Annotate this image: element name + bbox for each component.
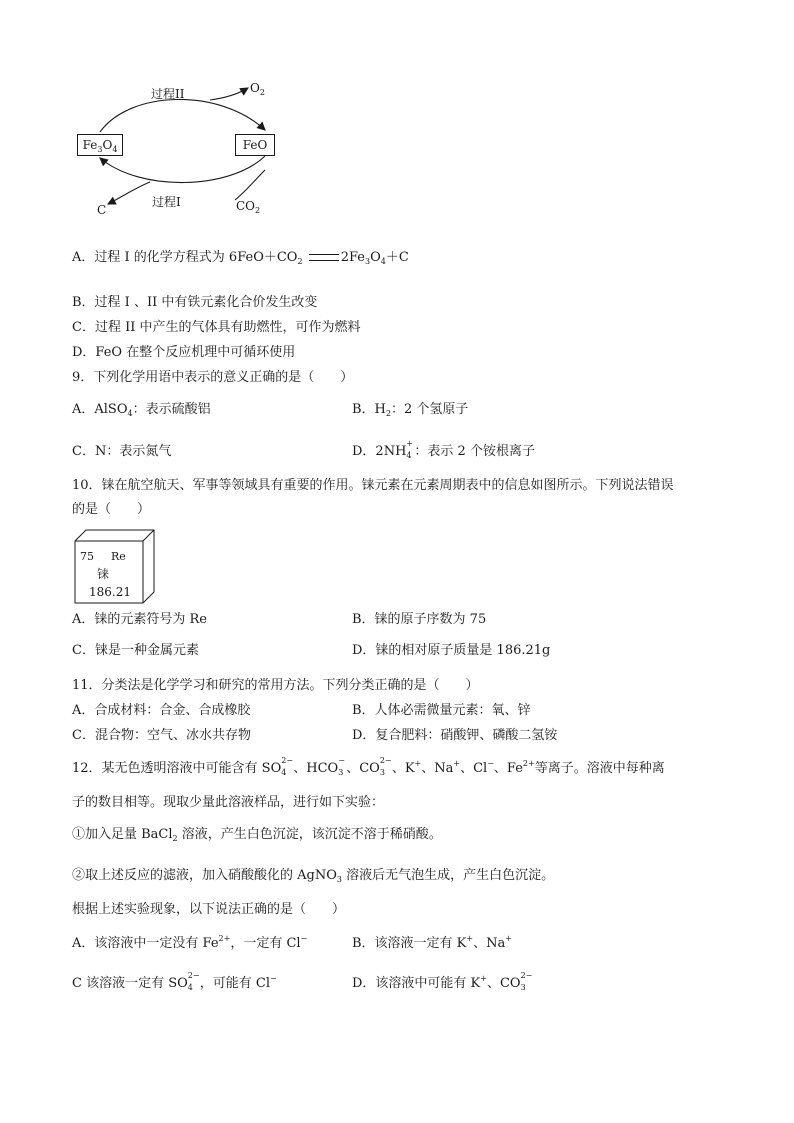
q12-option-d: D．该溶液中可能有 K+、CO 2− 3 <box>352 971 533 992</box>
feo-box: FeO <box>235 134 275 156</box>
q10-stem-line1: 10．铼在航空航天、军事等领域具有重要的作用。铼元素在元素周期表中的信息如图所示。下列说法错误 <box>72 478 674 493</box>
process1-arrow <box>100 156 265 183</box>
q11-option-c: C．混合物：空气、冰水共存物 <box>72 728 251 743</box>
q12-stem-line2: 子的数目相等。现取少量此溶液样品，进行如下实验： <box>72 795 385 810</box>
q11-stem: 11．分类法是化学学习和研究的常用方法。下列分类正确的是（ ） <box>72 678 479 693</box>
q12-experiment-2: ②取上述反应的滤液，加入硝酸酸化的 AgNO$_3$ 溶液后无气泡生成，产生白色沉淀。 <box>72 868 555 884</box>
element-number: 75 <box>80 550 94 563</box>
process2-arrow <box>100 99 265 132</box>
element-symbol: Re <box>111 550 126 563</box>
q9-stem: 9．下列化学用语中表示的意义正确的是（ ） <box>72 370 354 385</box>
process2-label: 过程II <box>151 87 185 101</box>
element-name: 铼 <box>97 567 110 581</box>
c-label: C <box>97 203 107 217</box>
q10-option-a: A．铼的元素符号为 Re <box>72 612 208 627</box>
fe3o4-box: $Fe_3O_4$ <box>77 134 123 156</box>
q12-option-c: C 该溶液一定有 SO 2− 4 ，可能有 Cl− <box>72 971 277 992</box>
process1-label: 过程I <box>152 195 181 209</box>
q10-option-b: B．铼的原子序数为 75 <box>352 612 487 627</box>
q8-option-b: B．过程 I 、II 中有铁元素化合价发生改变 <box>72 295 318 310</box>
q12-stem-line1: 12．某无色透明溶液中可能含有 SO 2− 4 、HCO − 3 、CO 2− 3 、K+、Na+、Cl−、$Fe^{2+}$等离子。溶液中每种离 <box>72 756 665 777</box>
equals-sign <box>309 254 339 261</box>
q10-option-c: C．铼是一种金属元素 <box>72 643 199 658</box>
o2-branch-arrow <box>210 88 248 100</box>
co2-label: $CO_2$ <box>236 199 261 215</box>
q9-option-a: A．AlSO$_4$：表示硫酸铝 <box>72 402 211 418</box>
q10-stem-line2: 的是（ ） <box>72 502 151 517</box>
q10-option-d: D．铼的相对原子质量是 186.21g <box>352 643 551 658</box>
c-branch-arrow <box>108 182 150 204</box>
q12-question: 根据上述实验现象，以下说法正确的是（ ） <box>72 902 346 917</box>
q8-option-a: A．过程 I 的化学方程式为 $6FeO+CO_2$ $2Fe_3O_4+C$ <box>72 250 409 266</box>
q11-option-a: A．合成材料：合金、合成橡胶 <box>72 703 251 718</box>
o2-label: $O_2$ <box>250 81 265 97</box>
q11-option-b: B．人体必需微量元素：氧、锌 <box>352 703 531 718</box>
q9-option-c: C．N：表示氮气 <box>72 444 172 459</box>
q8-option-c: C．过程 II 中产生的气体具有助燃性，可作为燃料 <box>72 320 361 335</box>
element-mass: 186.21 <box>89 585 131 599</box>
q12-option-a: A．该溶液中一定没有 $Fe^{2+}$，一定有 Cl− <box>72 934 308 951</box>
co2-branch-line <box>235 170 265 200</box>
q8-option-d: D．FeO 在整个反应机理中可循环使用 <box>72 345 296 360</box>
q12-experiment-1: ①加入足量 BaCl$_2$ 溶液，产生白色沉淀，该沉淀不溶于稀硝酸。 <box>72 827 442 843</box>
q9-option-d: D．2NH + 4 ：表示 2 个铵根离子 <box>352 439 535 460</box>
q12-option-b: B．该溶液一定有 K+、Na+ <box>352 934 512 951</box>
q11-option-d: D．复合肥料：硝酸钾、磷酸二氢铵 <box>352 728 558 743</box>
q9-option-b: B．$H_2$：2 个氢原子 <box>352 402 469 418</box>
